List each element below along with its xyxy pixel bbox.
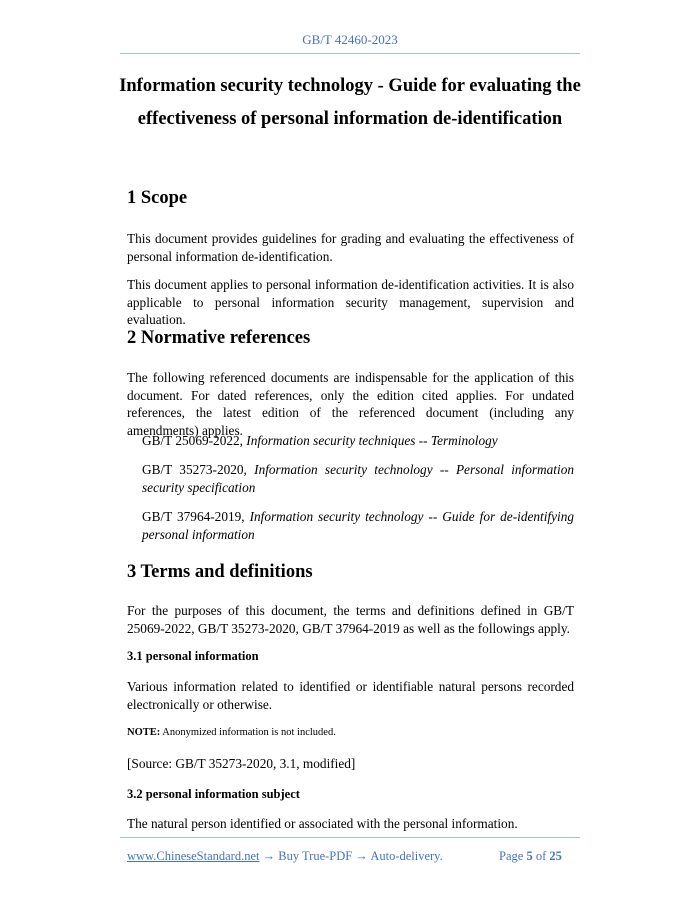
reference-title: Information security technology -- Personal information security specification [142, 462, 574, 495]
scope-paragraph-2: This document applies to personal information de-identification activities. It is also applicable to personal information security management, supervision and evaluation. [127, 277, 574, 327]
reference-item [142, 461, 574, 496]
reference-code: GB/T 35273-2020, [142, 462, 255, 477]
note-label: NOTE: [127, 727, 161, 738]
section-heading-scope: 1 Scope [127, 188, 188, 208]
footer-delivery-text: Auto-delivery. [370, 849, 443, 863]
footer-promo [127, 849, 443, 864]
reference-title: Information security techniques -- Terminology [246, 433, 498, 448]
note-text: Anonymized information is not included. [160, 727, 336, 738]
footer-website-link[interactable]: www.ChineseStandard.net [127, 849, 260, 863]
terms-intro: For the purposes of this document, the terms and definitions defined in GB/T 25069-2022, GB/T 35273-2020, GB/T 37964-2019 as well as the followings apply. [127, 603, 574, 636]
of-label: of [532, 849, 550, 863]
normative-intro: The following referenced documents are indispensable for the application of this document. For dated references, only the edition cited applies. For undated references, the latest edition of the referenced document (including any amendments) applies. [127, 370, 574, 438]
header-standard-number: GB/T 42460-2023 [302, 32, 398, 47]
document-title [100, 70, 600, 136]
header-divider [120, 53, 580, 54]
current-page: 5 [526, 849, 533, 863]
footer-divider [120, 837, 580, 838]
arrow-icon: → [352, 849, 371, 863]
document-title-line-2: effectiveness of personal information de-identification [137, 109, 563, 129]
section-heading-normative-references: 2 Normative references [127, 328, 311, 348]
reference-code: GB/T 37964-2019, [142, 509, 250, 524]
arrow-icon: → [259, 849, 279, 863]
scope-paragraph-1: This document provides guidelines for grading and evaluating the effectiveness of personal information de-identification. [127, 231, 574, 264]
reference-title: Information security technology -- Guide for de-identifying personal information [142, 509, 574, 542]
term-heading-3-1: 3.1 personal information [127, 649, 259, 663]
term-3-1-note [127, 727, 336, 738]
total-pages: 25 [549, 849, 562, 863]
reference-code: GB/T 25069-2022, [142, 433, 247, 448]
footer-page-number [499, 849, 562, 864]
reference-item [142, 432, 574, 450]
term-3-2-definition: The natural person identified or associated with the personal information. [127, 816, 518, 831]
reference-item [142, 508, 574, 543]
section-heading-terms-and-definitions: 3 Terms and definitions [127, 562, 313, 582]
document-title-line-1: Information security technology - Guide for evaluating the [119, 76, 581, 96]
term-heading-3-2: 3.2 personal information subject [127, 787, 300, 801]
footer-buy-text: Buy True-PDF [278, 849, 353, 863]
term-3-1-definition: Various information related to identified or identifiable natural persons recorded electronically or otherwise. [127, 679, 574, 712]
page-label: Page [499, 849, 527, 863]
term-3-1-source: [Source: GB/T 35273-2020, 3.1, modified] [127, 756, 356, 771]
